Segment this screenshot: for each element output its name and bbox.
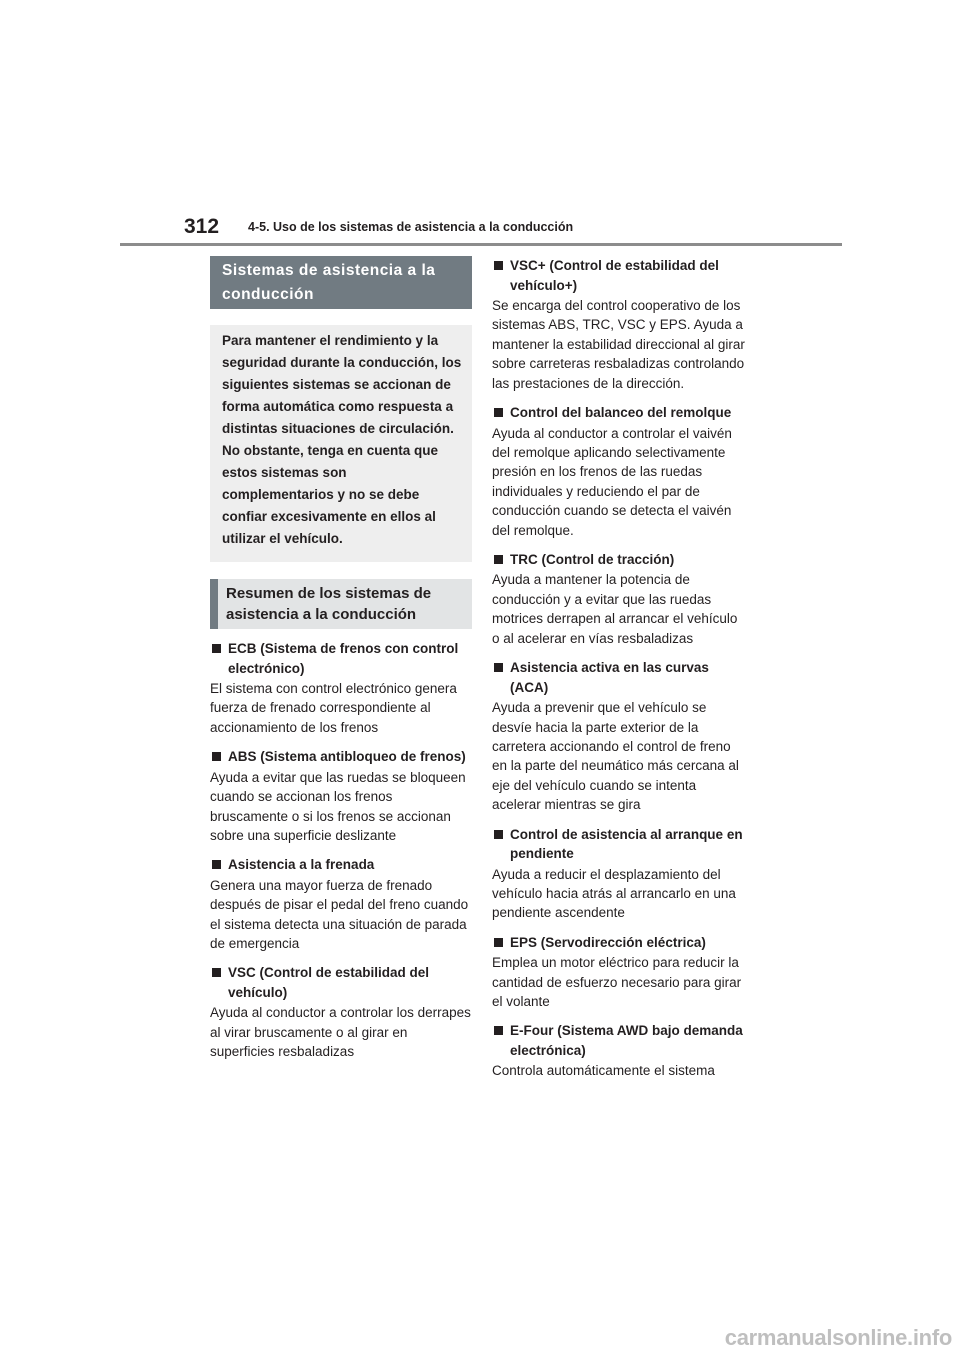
square-bullet-icon	[494, 261, 503, 270]
header-divider	[120, 243, 842, 246]
item-title-text: VSC+ (Control de estabilidad del vehículo+)	[510, 258, 719, 293]
list-item	[492, 550, 748, 648]
main-box-title: Sistemas de asistencia a la conducción	[210, 256, 472, 309]
item-title-text: E-Four (Sistema AWD bajo demanda electrónica)	[510, 1023, 743, 1058]
watermark: carmanualsonline.info	[724, 1325, 952, 1350]
item-title	[492, 1021, 748, 1060]
left-column	[210, 256, 472, 1072]
item-body: El sistema con control electrónico genera fuerza de frenado correspondiente al accionamiento de los frenos	[210, 681, 457, 735]
square-bullet-icon	[494, 663, 503, 672]
item-title-text: ECB (Sistema de frenos con control electrónico)	[228, 641, 459, 676]
item-body: Ayuda al conductor a controlar el vaivén del remolque aplicando selectivamente presión en los frenos de las ruedas individuales y reduciendo el par de conducción cuando se detecta el vaivén del remolque.	[492, 425, 732, 538]
item-title-text: Control de asistencia al arranque en pendiente	[510, 826, 743, 862]
item-body: Ayuda a reducir el desplazamiento del vehículo hacia atrás al arrancarlo en una pendiente ascendente	[492, 866, 736, 921]
item-title-text: Asistencia a la frenada	[228, 857, 375, 873]
list-item	[492, 1021, 748, 1080]
item-title	[492, 256, 748, 295]
item-body: Ayuda al conductor a controlar los derrapes al virar bruscamente o al girar en superficies resbaladizas	[210, 1005, 471, 1060]
item-title	[210, 855, 472, 875]
item-title	[210, 639, 472, 678]
item-title	[492, 658, 748, 697]
list-item	[492, 256, 748, 393]
left-item-list	[210, 639, 472, 1062]
item-title	[492, 933, 748, 953]
item-body: Ayuda a evitar que las ruedas se bloqueen cuando se accionan los frenos bruscamente o si los frenos se accionan sobre una superficie deslizante	[210, 769, 466, 843]
list-item	[210, 855, 472, 953]
item-title-text: TRC (Control de tracción)	[510, 551, 675, 567]
item-title	[210, 747, 472, 767]
item-title	[492, 403, 748, 423]
item-title-text: EPS (Servodirección eléctrica)	[510, 934, 706, 950]
list-item	[210, 747, 472, 845]
item-title-text: ABS (Sistema antibloqueo de frenos)	[228, 749, 466, 765]
item-body: Emplea un motor eléctrico para reducir la cantidad de esfuerzo necesario para girar el volante	[492, 955, 742, 1010]
summary-heading: Resumen de los sistemas de asistencia a la conducción	[210, 579, 472, 629]
list-item	[210, 963, 472, 1061]
item-body: Controla automáticamente el sistema	[492, 1063, 715, 1079]
list-item	[492, 825, 748, 923]
square-bullet-icon	[494, 555, 503, 564]
list-item	[492, 658, 748, 814]
square-bullet-icon	[494, 1026, 503, 1035]
item-title-text: VSC (Control de estabilidad del vehículo)	[228, 965, 430, 1000]
square-bullet-icon	[212, 644, 221, 653]
list-item	[492, 933, 748, 1012]
item-title-text: Asistencia activa en las curvas (ACA)	[510, 660, 709, 695]
right-column	[492, 256, 748, 1091]
square-bullet-icon	[212, 968, 221, 977]
square-bullet-icon	[212, 752, 221, 761]
item-body: Genera una mayor fuerza de frenado después de pisar el pedal del freno cuando el sistema detecta una situación de parada de emergencia	[210, 877, 469, 952]
item-body: Ayuda a prevenir que el vehículo se desvíe hacia la parte exterior de la carretera accionando el control de freno en la parte del neumático más cercana al eje del vehículo cuando se intenta acelerar mientras se gira	[492, 700, 739, 813]
item-title	[492, 825, 748, 864]
item-body: Se encarga del control cooperativo de los sistemas ABS, TRC, VSC y EPS. Ayuda a mantener la estabilidad direccional al girar sobre carreteras resbaladizas controlando las prestaciones de la dirección.	[492, 298, 745, 391]
right-item-list	[492, 256, 748, 1081]
square-bullet-icon	[494, 938, 503, 947]
section-title: 4-5. Uso de los sistemas de asistencia a la conducción	[248, 220, 574, 234]
item-body: Ayuda a mantener la potencia de conducción y a evitar que las ruedas motrices derrapen al arrancar el vehículo o al acelerar en vías resbaladizas	[492, 572, 738, 646]
intro-paragraph: Para mantener el rendimiento y la seguridad durante la conducción, los siguientes sistemas se accionan de forma automática como respuesta a distintas situaciones de circulación. No obstante, tenga en cuenta que estos sistemas son complementarios y no se debe confiar excesivamente en ellos al utilizar el vehículo.	[210, 325, 472, 562]
item-title-text: Control del balanceo del remolque	[510, 405, 732, 421]
item-title	[492, 550, 748, 570]
list-item	[492, 403, 748, 540]
page-number: 312	[184, 215, 220, 238]
square-bullet-icon	[212, 860, 221, 869]
square-bullet-icon	[494, 830, 503, 839]
square-bullet-icon	[494, 408, 503, 417]
list-item	[210, 639, 472, 737]
item-title	[210, 963, 472, 1002]
